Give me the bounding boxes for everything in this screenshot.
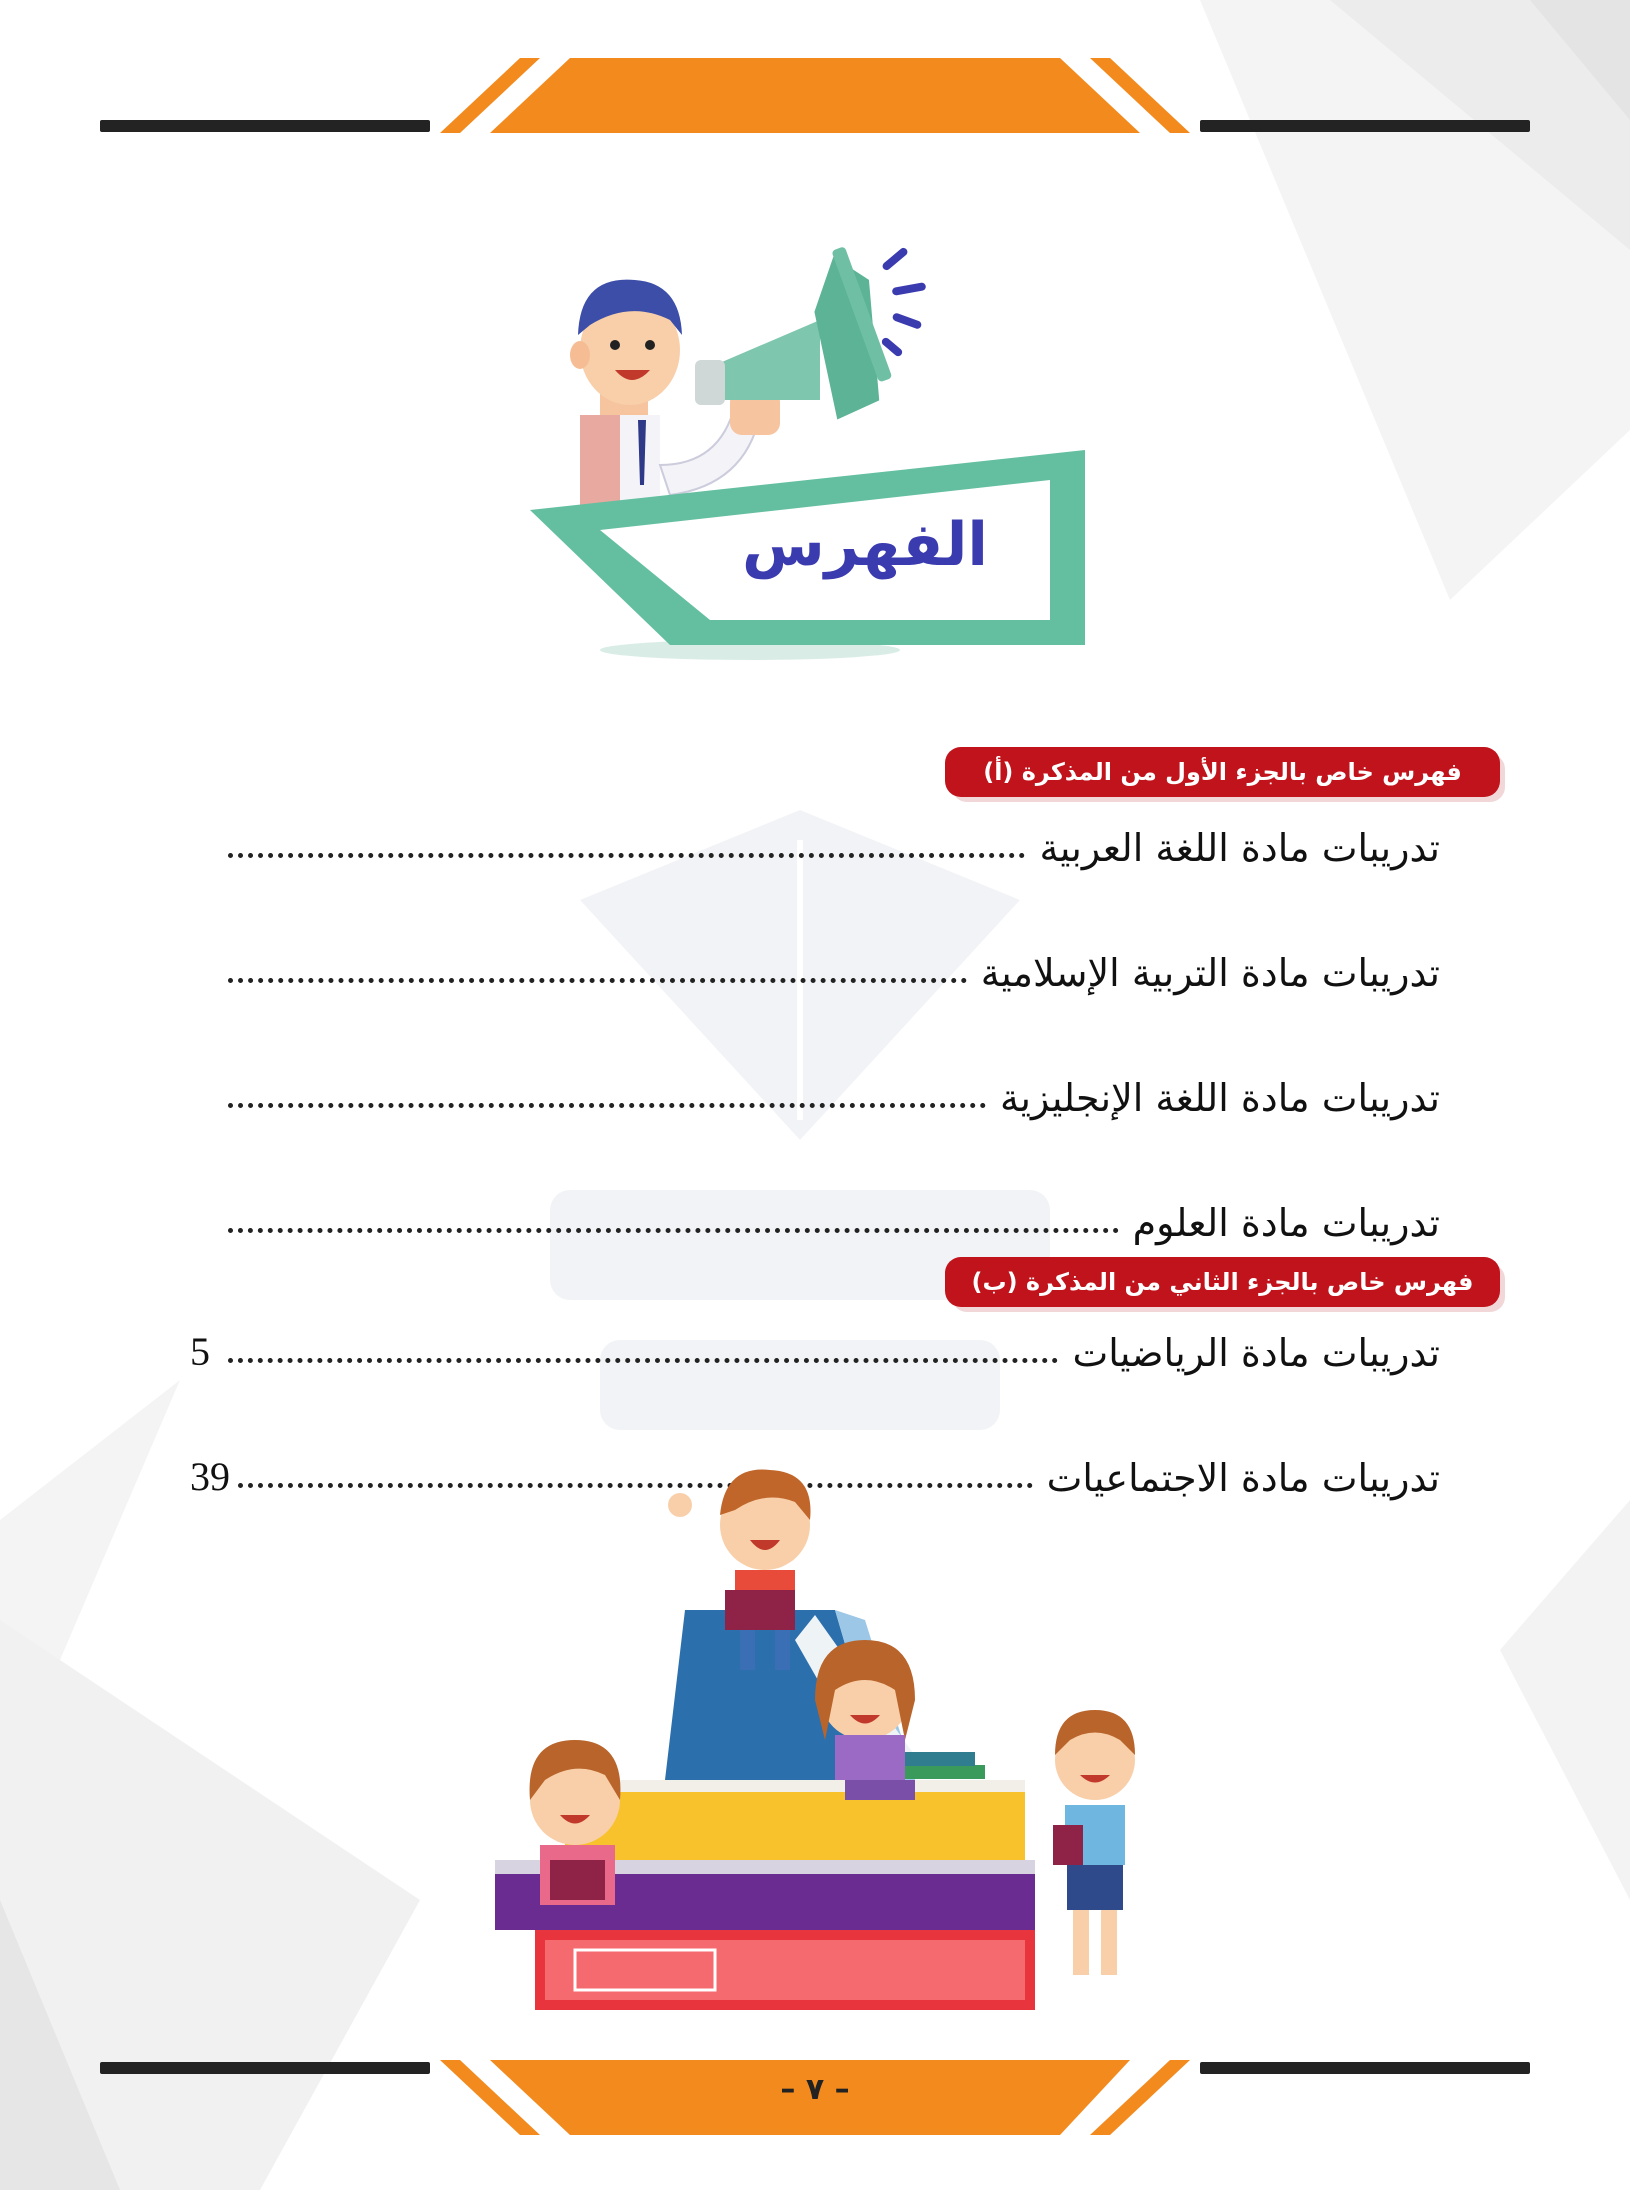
presenter-illustration bbox=[520, 225, 1100, 675]
top-frame-bar-left bbox=[100, 120, 430, 132]
kids-books-illustration bbox=[455, 1440, 1175, 2040]
toc-dot-leader bbox=[228, 853, 1025, 858]
toc-page-number: 39 bbox=[190, 1454, 230, 1499]
page-title: الفهرس bbox=[741, 510, 988, 580]
toc-item-label: تدريبات مادة اللغة الإنجليزية bbox=[1000, 1076, 1440, 1120]
top-frame-bar-right bbox=[1200, 120, 1530, 132]
toc-page-number: 5 bbox=[190, 1329, 210, 1374]
toc-row[interactable] bbox=[190, 935, 1440, 995]
bottom-frame-bar-right bbox=[1200, 2062, 1530, 2074]
page-number: – ٧ – bbox=[780, 2072, 850, 2107]
toc-row[interactable] bbox=[190, 1315, 1440, 1375]
toc-item-label: تدريبات مادة الرياضيات bbox=[1072, 1331, 1440, 1375]
toc-item-label: تدريبات مادة الاجتماعيات bbox=[1046, 1456, 1440, 1500]
section-badge-a: فهرس خاص بالجزء الأول من المذكرة (أ) bbox=[945, 747, 1500, 797]
toc-row[interactable] bbox=[190, 810, 1440, 870]
toc-dot-leader bbox=[228, 978, 967, 983]
toc-row[interactable] bbox=[190, 1060, 1440, 1120]
bottom-frame-bar-left bbox=[100, 2062, 430, 2074]
toc-item-label: تدريبات مادة اللغة العربية bbox=[1039, 826, 1440, 870]
toc-row[interactable] bbox=[190, 1185, 1440, 1245]
megaphone-icon bbox=[695, 246, 926, 419]
top-orange-band bbox=[430, 58, 1200, 138]
toc-dot-leader bbox=[228, 1358, 1058, 1363]
section-badge-b: فهرس خاص بالجزء الثاني من المذكرة (ب) bbox=[945, 1257, 1500, 1307]
toc-dot-leader bbox=[228, 1228, 1119, 1233]
toc-item-label: تدريبات مادة العلوم bbox=[1132, 1201, 1440, 1245]
toc-dot-leader bbox=[228, 1103, 986, 1108]
toc-item-label: تدريبات مادة التربية الإسلامية bbox=[980, 951, 1440, 995]
